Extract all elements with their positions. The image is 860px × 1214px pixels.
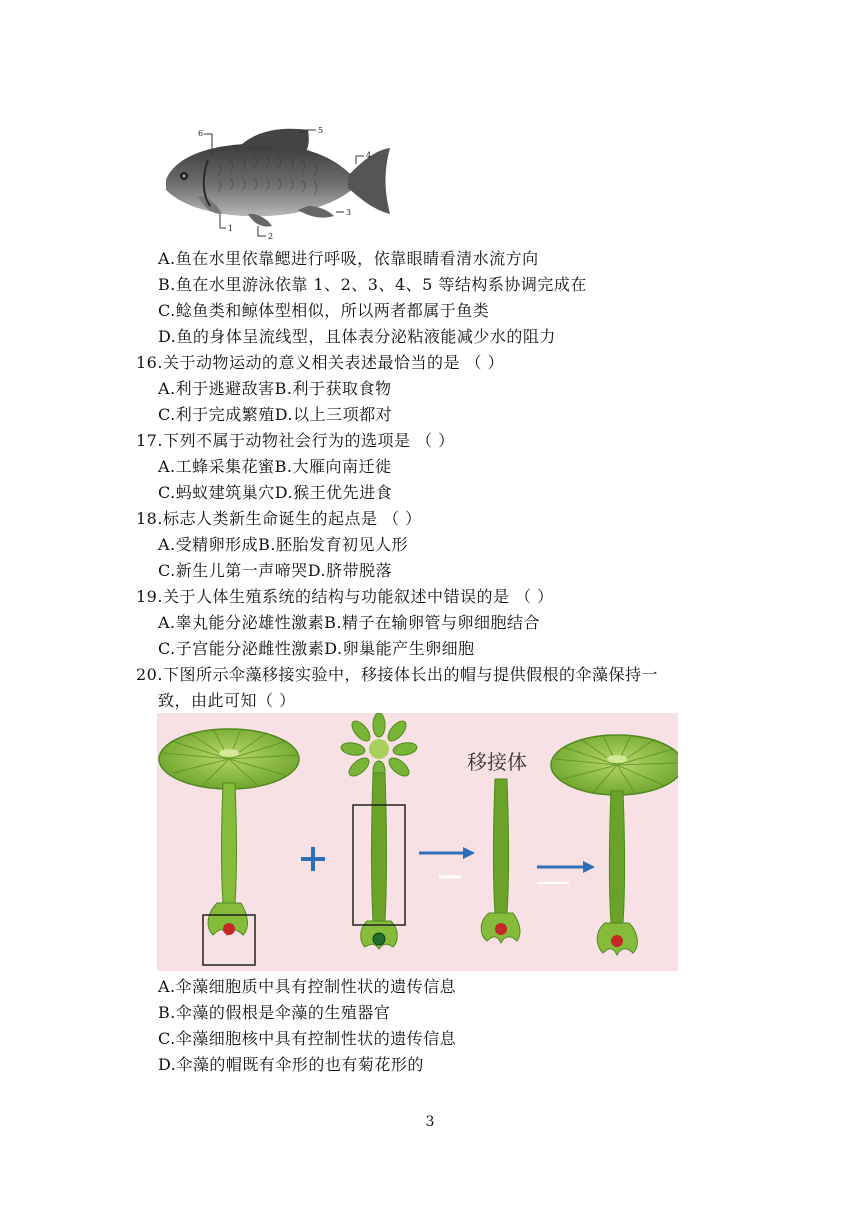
q16-option-d: D.以上三项都对 (274, 405, 393, 424)
fish-label-3: 3 (346, 208, 352, 217)
fish-label-2: 2 (268, 232, 274, 241)
q17-option-b: B.大雁向南迁徙 (274, 457, 392, 476)
q17-option-a: A.工蜂采集花蜜 (158, 457, 275, 476)
q19-option-d: D.卵巢能产生卵细胞 (324, 639, 475, 658)
page-number: 3 (425, 1114, 435, 1130)
q17-stem: 17.下列不属于动物社会行为的选项是 （ ） (136, 431, 455, 450)
fish-label-6: 6 (198, 129, 204, 138)
q18-stem: 18.标志人类新生命诞生的起点是 （ ） (136, 509, 422, 528)
q19-option-b: B.精子在输卵管与卵细胞结合 (324, 613, 541, 632)
q18-options-row1 (158, 534, 408, 556)
q20-option-b: B.伞藻的假根是伞藻的生殖器官 (158, 1003, 391, 1022)
fish-label-1: 1 (228, 224, 234, 233)
q18-option-c: C.新生儿第一声啼哭 (158, 561, 308, 580)
fish-label-5: 5 (318, 126, 324, 135)
fish-figure (158, 124, 398, 244)
q19-options-row1 (158, 612, 540, 634)
fish-body (166, 144, 357, 217)
q18-options-row2 (158, 560, 392, 582)
acetabularia-graft-figure (157, 713, 678, 971)
q18-option-a: A.受精卵形成 (158, 535, 259, 554)
q18-option-d: D.脐带脱落 (307, 561, 393, 580)
q20-option-c: C.伞藻细胞核中具有控制性状的遗传信息 (158, 1029, 457, 1048)
q16-option-a: A.利于逃避敌害 (158, 379, 275, 398)
q20-option-d: D.伞藻的帽既有伞形的也有菊花形的 (158, 1055, 424, 1074)
q19-stem: 19.关于人体生殖系统的结构与功能叙述中错误的是 （ ） (136, 587, 554, 606)
q17-options-row1 (158, 456, 392, 478)
q16-options-row1 (158, 378, 392, 400)
q15-option-d: D.鱼的身体呈流线型，且体表分泌粘液能减少水的阻力 (158, 327, 556, 346)
q20-stem-line1: 20.下图所示伞藻移接实验中，移接体长出的帽与提供假根的伞藻保持一 (136, 665, 658, 684)
q19-options-row2 (158, 638, 475, 660)
q19-option-c: C.子宫能分泌雌性激素 (158, 639, 325, 658)
q16-option-b: B.利于获取食物 (274, 379, 392, 398)
q16-option-c: C.利于完成繁殖 (158, 405, 275, 424)
q20-option-a: A.伞藻细胞质中具有控制性状的遗传信息 (158, 977, 457, 996)
q17-options-row2 (158, 482, 392, 504)
q20-stem-line2: 致，由此可知（ ） (158, 691, 296, 710)
fish-label-4: 4 (366, 151, 372, 160)
q16-stem: 16.关于动物运动的意义相关表述最恰当的是 （ ） (136, 353, 505, 372)
q17-option-c: C.蚂蚁建筑巢穴 (158, 483, 275, 502)
q18-option-b: B.胚胎发育初见人形 (258, 535, 409, 554)
graft-label: 移接体 (467, 750, 527, 774)
q16-options-row2 (158, 404, 392, 426)
q17-option-d: D.猴王优先进食 (274, 483, 393, 502)
q15-option-b: B.鱼在水里游泳依靠 1、2、3、4、5 等结构系协调完成在 (158, 275, 587, 294)
q15-option-c: C.鲶鱼类和鲸体型相似，所以两者都属于鱼类 (158, 301, 490, 320)
q15-option-a: A.鱼在水里依靠鳃进行呼吸，依靠眼睛看清水流方向 (158, 249, 539, 268)
q19-option-a: A.睾丸能分泌雄性激素 (158, 613, 325, 632)
